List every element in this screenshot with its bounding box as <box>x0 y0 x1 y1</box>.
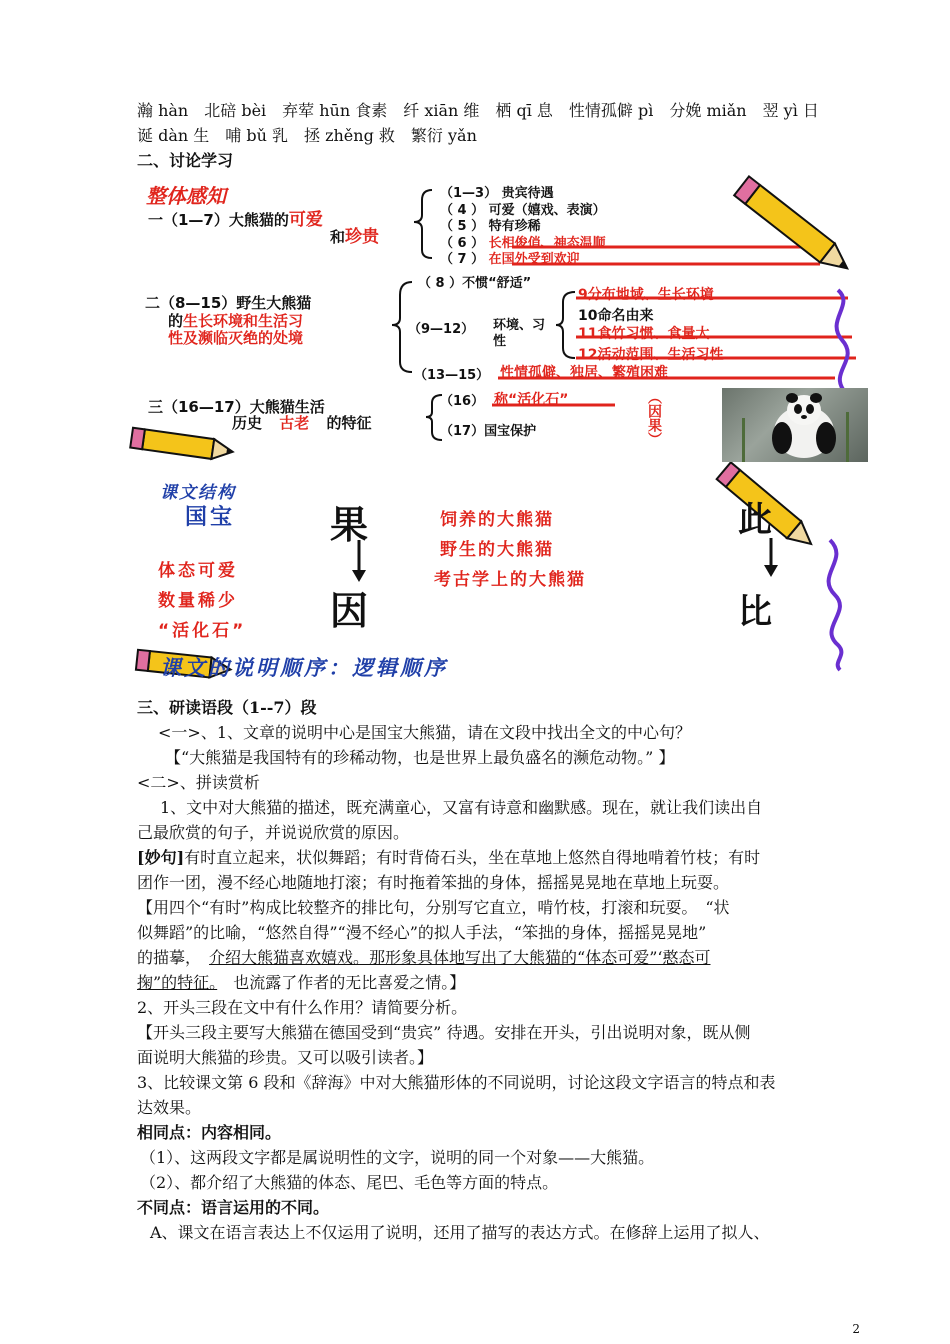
answer-3-line-2: 面说明大熊猫的珍贵。又可以吸引读者。】 <box>137 1048 434 1067</box>
structure-bi: 比 <box>738 592 772 632</box>
structure-mid-item: 考古学上的大熊猫 <box>434 570 586 590</box>
structure-left-item: 数量稀少 <box>158 591 238 611</box>
miaoju-tag: [妙句] <box>137 848 185 867</box>
question-1: <一>、1、文章的说明中心是国宝大熊猫，请在文段中找出全文的中心句？ <box>158 723 691 742</box>
page-number: 2 <box>852 1322 860 1336</box>
part2-item-13-num: （13—15） <box>414 368 490 383</box>
answer-1: 【“大熊猫是我国特有的珍稀动物，也是世界上最负盛名的濒危动物。” 】 <box>165 748 675 767</box>
analysis-line-1: 【用四个“有时”构成比较整齐的排比句，分别写它直立，啃竹枝，打滚和玩耍。 “状 <box>137 898 730 917</box>
part2-line-3: 性及濒临灭绝的处境 <box>168 329 304 347</box>
part1-item: （ 4 ） 可爱（嬉戏、表演） <box>440 202 606 218</box>
part1-item: （ 6 ） 长相俊俏、神态温顺 <box>440 235 606 251</box>
part2-sub-12: 12活动范围、生活习性 <box>578 347 724 363</box>
part2-item-9-label: 环境、习性 <box>493 318 546 349</box>
part1-label-precious: 珍贵 <box>345 227 380 247</box>
structure-mid-item: 野生的大熊猫 <box>440 540 554 560</box>
diff-title: 不同点：语言运用的不同。 <box>137 1198 330 1217</box>
part2-sub-11: 11食竹习惯、食量大 <box>578 326 710 342</box>
part3-item-16-text: 称“活化石” <box>494 392 569 408</box>
part3-item-17: （17）国宝保护 <box>440 424 537 439</box>
part1-label-a: 一（1—7）大熊猫的 <box>148 211 289 229</box>
overall-title: 整体感知 <box>146 184 226 208</box>
part3-line-2: 历史 古老 的特征 <box>232 414 372 432</box>
part1-items <box>440 186 606 269</box>
part2-line-2: 的生长环境和生活习 <box>168 312 304 330</box>
part1-label-cute: 可爱 <box>288 210 323 230</box>
structure-yin: 因 <box>330 589 369 633</box>
question-2-line-2: 己最欣赏的句子，并说说欣赏的原因。 <box>137 823 410 842</box>
part2-sub-9: 9分布地域、生长环境 <box>578 287 714 303</box>
section-3-title: 三、研读语段（1--7）段 <box>137 698 317 717</box>
part2-item-9-num: （9—12） <box>408 322 475 337</box>
underlined-phrase: 掬”的特征。 <box>137 973 218 992</box>
structure-mid-items <box>434 505 586 595</box>
question-4-line-1: 3、比较课文第 6 段和《辞海》中对大熊猫形体的不同说明，讨论这段文字语言的特点和表 <box>137 1073 776 1092</box>
question-4-line-2: 达效果。 <box>137 1098 202 1117</box>
structure-mid-item: 饲养的大熊猫 <box>440 510 554 530</box>
underlined-phrase: 介绍大熊猫喜欢嬉戏。那形象具体地写出了大熊猫的“体态可爱”‘憨态可 <box>209 948 711 967</box>
answer-3-line-1: 【开头三段主要写大熊猫在德国受到“贵宾” 待遇。安排在开头，引出说明对象，既从侧 <box>137 1023 751 1042</box>
vocab-line-1: 瀚 hàn 北碚 bèi 弃荤 hūn 食素 纤 xiān 维 栖 qī 息 性情孤僻 pì 分娩 miǎn 翌 yì 日 <box>137 101 819 120</box>
structure-left-item: “活化石” <box>158 621 247 641</box>
vocab-line-2: 诞 dàn 生 哺 bǔ 乳 拯 zhěng 救 繁衍 yǎn <box>137 126 477 145</box>
miaoju-line-2: 团作一团，漫不经心地随地打滚；有时拖着笨拙的身体，摇摇晃晃地在草地上玩耍。 <box>137 873 730 892</box>
part3-vertical-note: （因果） <box>646 390 662 446</box>
part2-item-8: （ 8 ）不惯“舒适” <box>418 276 532 291</box>
part1-label-b: 和 <box>330 228 346 246</box>
part3-line-1: 三（16—17）大熊猫生活 <box>148 398 325 416</box>
miaoju-line-1: [妙句]有时直立起来，状似舞蹈；有时背倚石头，坐在草地上悠然自得地啃着竹枝；有时 <box>137 848 761 867</box>
same-title: 相同点：内容相同。 <box>137 1123 282 1142</box>
structure-order: 课文的说明顺序：逻辑顺序 <box>160 656 448 680</box>
part2-sub-10: 10命名由来 <box>578 308 654 324</box>
same-point-2: （2）、都介绍了大熊猫的体态、尾巴、毛色等方面的特点。 <box>140 1173 559 1192</box>
same-point-1: （1）、这两段文字都是属说明性的文字，说明的同一个对象——大熊猫。 <box>140 1148 655 1167</box>
part1-label <box>148 205 323 230</box>
analysis-line-4: 掬”的特征。 也流露了作者的无比喜爱之情。】 <box>137 973 466 992</box>
analysis-line-3: 的描摹， 介绍大熊猫喜欢嬉戏。那形象具体地写出了大熊猫的“体态可爱”‘憨态可 <box>137 948 711 967</box>
section-2-title: 二、讨论学习 <box>137 151 234 170</box>
part1-item: （1—3） 贵宾待遇 <box>440 186 554 201</box>
structure-ci: 此 <box>738 500 772 540</box>
part2-line-1: 二（8—15）野生大熊猫 <box>145 294 312 312</box>
panda-photo <box>722 388 868 462</box>
structure-title: 课文结构 <box>160 483 236 503</box>
structure-guo: 果 <box>330 503 369 547</box>
question-3: 2、开头三段在文中有什么作用？请简要分析。 <box>137 998 468 1017</box>
part1-item: （ 7 ） 在国外受到欢迎 <box>440 252 580 267</box>
subsection-2: <二>、拼读赏析 <box>137 773 260 792</box>
part1-item: （ 5 ） 特有珍稀 <box>440 219 541 234</box>
part1-label-2 <box>330 222 379 247</box>
question-2-line-1: 1、文中对大熊猫的描述，既充满童心，又富有诗意和幽默感。现在，就让我们读出自 <box>160 798 763 817</box>
structure-guobao: 国宝 <box>185 505 236 530</box>
analysis-line-2: 似舞蹈”的比喻，“悠然自得”“漫不经心”的拟人手法，“笨拙的身体，摇摇晃晃地” <box>137 923 707 942</box>
part3-item-16-num: （16） <box>440 394 485 409</box>
part2-item-13-text: 性情孤僻、独居、繁殖困难 <box>500 365 668 381</box>
diff-point-a: A、课文在语言表达上不仅运用了说明，还用了描写的表达方式。在修辞上运用了拟人、 <box>150 1223 770 1242</box>
structure-left-item: 体态可爱 <box>158 561 238 581</box>
structure-left-items <box>158 556 246 646</box>
